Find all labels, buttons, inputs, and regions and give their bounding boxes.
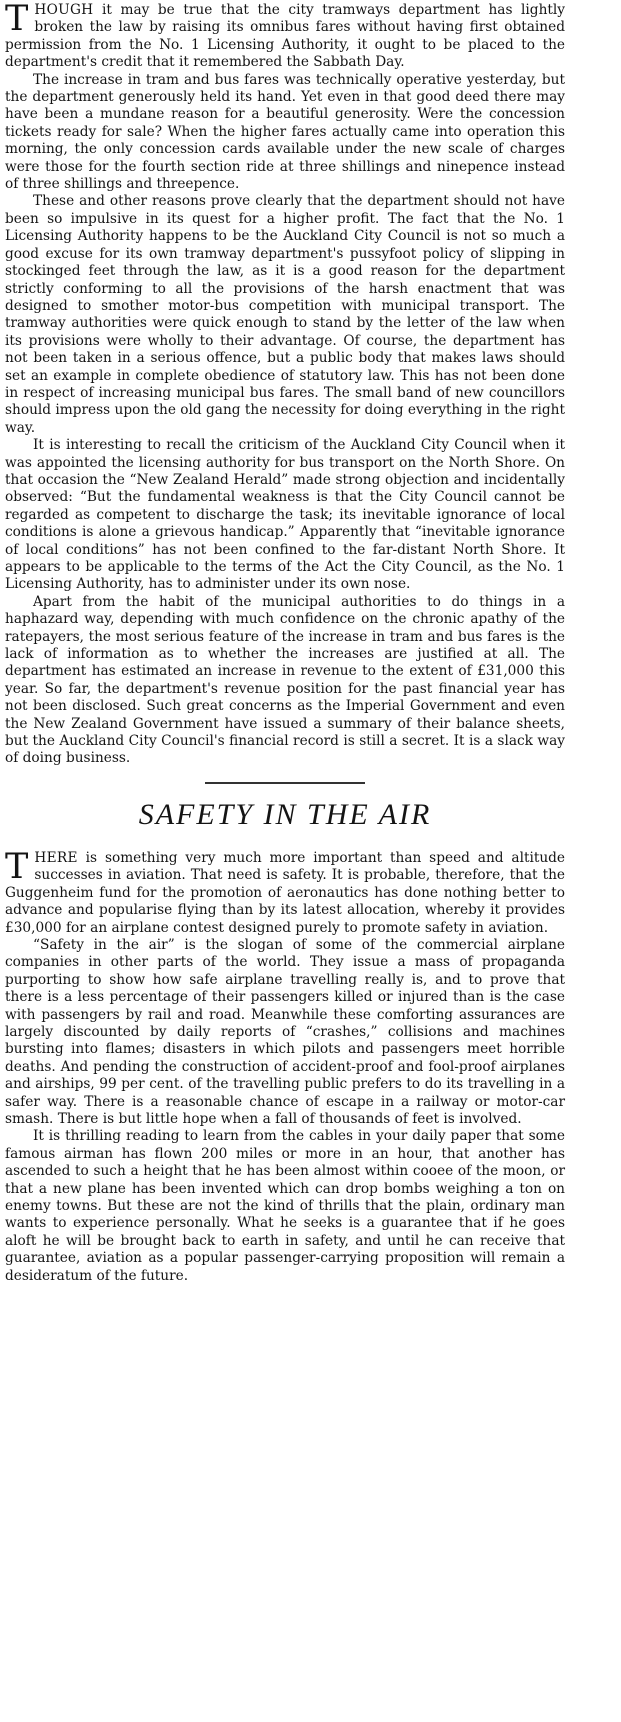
newspaper-column [5, 2, 565, 1285]
article-headline: SAFETY IN THE AIR [138, 797, 432, 831]
paragraph: These and other reasons prove clearly that the department should not have been so impulsive in its quest for a higher profit. The fact that the No. 1 Licensing Authority happens to be the Auckland City Council is not so much a good excuse for its own tramway department's pussyfoot policy of slipping in stockinged feet through the law, as it is a good reason for the department strictly conforming to all the provisions of the harsh enactment that was designed to smother motor-bus competition with municipal transport. The tramway authorities were quick enough to stand by the letter of the law when its provisions were wholly to their advantage. Of course, the department has not been taken in a serious offence, but a public body that makes laws should set an example in complete obedience of statutory law. This has not been done in respect of increasing municipal bus fares. The small band of new councillors should impress upon the old gang the necessity for doing everything in the right way. [5, 193, 565, 436]
section-divider [205, 782, 365, 784]
lead-word: HERE [34, 849, 78, 866]
editorial-safety-in-the-air [5, 798, 565, 1285]
drop-cap: T [5, 846, 29, 887]
paragraph: “Safety in the air” is the slogan of some of the commercial airplane companies in other parts of the world. They issue a mass of propaganda purporting to show how safe airplane travelling really is, and to prove that there is a less percentage of their passengers killed or injured than is the case with passengers by rail and road. Meanwhile these comforting assurances are largely discounted by daily reports of “crashes,” collisions and machines bursting into flames; disasters in which pilots and passengers meet horrible deaths. And pending the construction of accident-proof and fool-proof airplanes and airships, 99 per cent. of the travelling public prefers to do its travelling in a safer way. There is a reasonable chance of escape in a railway or motor-car smash. There is but little hope when a fall of thousands of feet is involved. [5, 936, 565, 1127]
paragraph: It is thrilling reading to learn from the cables in your daily paper that some famous airman has flown 200 miles or more in an hour, that another has ascended to such a height that he has been almost within cooee of the moon, or that a new plane has been invented which can drop bombs weighing a ton on enemy towns. But these are not the kind of thrills that the plain, ordinary man wants to experience personally. What he seeks is a guarantee that if he goes aloft he will be brought back to earth in safety, and until he can receive that guarantee, aviation as a popular passenger-carrying proposition will remain a desideratum of the future. [5, 1128, 565, 1284]
paragraph: Apart from the habit of the municipal authorities to do things in a haphazard way, depending with much confidence on the chronic apathy of the ratepayers, the most serious feature of the increase in tram and bus fares is the lack of information as to whether the increases are justified at all. The department has estimated an increase in revenue to the extent of £31,000 this year. So far, the department's revenue position for the past financial year has not been disclosed. Such great concerns as the Imperial Government and even the New Zealand Government have issued a summary of their balance sheets, but the Auckland City Council's financial record is still a secret. It is a slack way of doing business. [5, 593, 565, 767]
editorial-tramway-fares [5, 2, 565, 768]
drop-cap: T [5, 0, 29, 39]
paragraph-text: is something very much more important than speed and altitude successes in aviation. That need is safety. It is probable, therefore, that the Guggenheim fund for the promotion of aeronautics has done nothing better to advance and popularise flying than by its latest allocation, whereby it provides £30,000 for an airplane contest designed purely to promote safety in aviation. [5, 849, 565, 936]
paragraph: The increase in tram and bus fares was technically operative yesterday, but the department generously held its hand. Yet even in that good deed there may have been a mundane reason for a beautiful generosity. Were the concession tickets ready for sale? When the higher fares actually came into operation this morning, the only concession cards available under the new scale of charges were those for the fourth section ride at three shillings and ninepence instead of three shillings and threepence. [5, 71, 565, 193]
paragraph [5, 846, 565, 937]
paragraph [5, 2, 565, 72]
lead-word: HOUGH [34, 2, 94, 18]
paragraph-text: it may be true that the city tramways department has lightly broken the law by raising its omnibus fares without having first obtained permission from the No. 1 Licensing Authority, it ought to be placed to the department's credit that it remembered the Sabbath Day. [5, 2, 565, 71]
paragraph: It is interesting to recall the criticism of the Auckland City Council when it was appointed the licensing authority for bus transport on the North Shore. On that occasion the “New Zealand Herald” made strong objection and incidentally observed: “But the fundamental weakness is that the City Council cannot be regarded as competent to discharge the task; its inevitable ignorance of local conditions is alone a grievous handicap.” Apparently that “inevitable ignorance of local conditions” has not been confined to the far-distant North Shore. It appears to be applicable to the terms of the Act the City Council, as the No. 1 Licensing Authority, has to administer under its own nose. [5, 437, 565, 593]
